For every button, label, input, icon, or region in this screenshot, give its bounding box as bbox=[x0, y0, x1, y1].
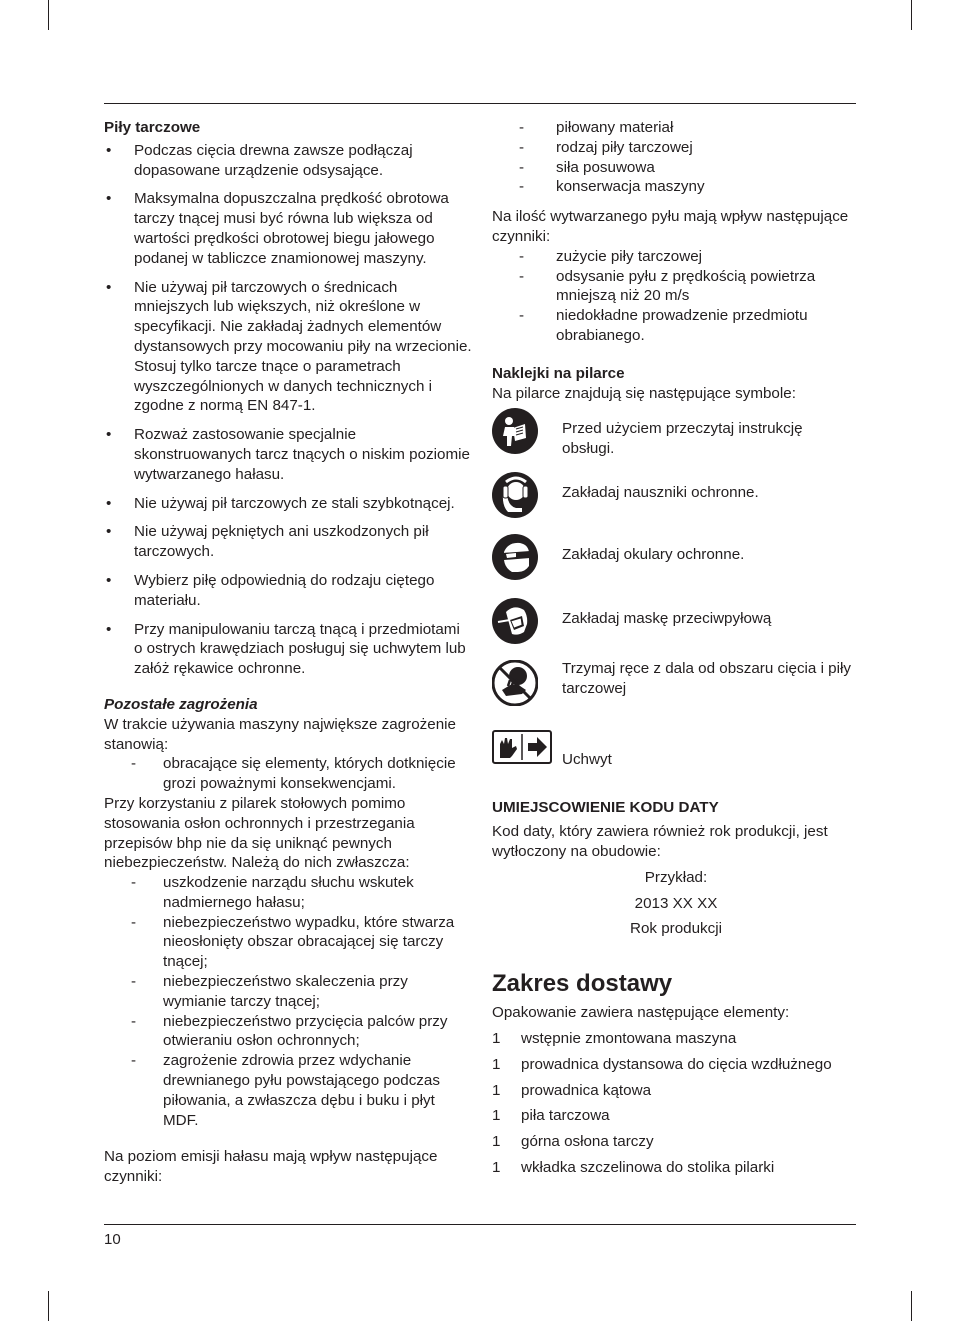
crop-mark bbox=[48, 0, 49, 30]
top-rule bbox=[104, 103, 856, 104]
page-number: 10 bbox=[104, 1231, 121, 1248]
handle-icon bbox=[492, 730, 552, 764]
paragraph: Kod daty, który zawiera również rok produkcji, jest wytłoczony na obudowie: bbox=[492, 823, 828, 860]
crop-mark bbox=[911, 1291, 912, 1321]
delivery-item: 1 wstępnie zmontowana maszyna bbox=[492, 1029, 737, 1047]
paragraph: W trakcie używania maszyny największe zagrożenie stanowią: bbox=[104, 715, 456, 753]
symbol-row bbox=[492, 598, 860, 660]
ear-protection-icon bbox=[492, 472, 538, 518]
crop-mark bbox=[911, 0, 912, 30]
section-title-date-code: UMIEJSCOWIENIE KODU DATY bbox=[492, 799, 719, 817]
paragraph: Na pilarce znajdują się następujące symbole: bbox=[492, 384, 796, 402]
symbol-text: Zakładaj nauszniki ochronne. bbox=[562, 484, 759, 502]
keep-hands-away-icon bbox=[492, 660, 538, 706]
paragraph: Opakowanie zawiera następujące elementy: bbox=[492, 1004, 790, 1022]
symbol-text: Trzymaj ręce z dala od obszaru cięcia i piły tarczowej bbox=[562, 660, 851, 698]
symbol-row bbox=[492, 408, 860, 472]
delivery-item: 1 wkładka szczelinowa do stolika pilarki bbox=[492, 1158, 775, 1176]
paragraph: Na poziom emisji hałasu mają wpływ następujące czynniki: bbox=[104, 1148, 438, 1186]
bullet-item: • Podczas cięcia drewna zawsze podłączaj dopasowane urządzenie odsysające. bbox=[104, 141, 472, 181]
bullet-item: • Przy manipulowaniu tarczą tnącą i przedmiotami o ostrych krawędziach posługuj się uchwytem lub załóż rękawice ochronne. bbox=[104, 620, 472, 679]
symbol-row bbox=[492, 534, 860, 598]
symbol-text: Zakładaj okulary ochronne. bbox=[562, 546, 745, 564]
symbol-text: Uchwyt bbox=[562, 751, 612, 769]
delivery-item: 1 prowadnica kątowa bbox=[492, 1081, 652, 1099]
dash-item: - odsysanie pyłu z prędkością powietrza mniejszą niż 20 m/s bbox=[519, 267, 816, 305]
symbol-row bbox=[492, 472, 860, 534]
dash-item: - niebezpieczeństwo wypadku, które stwarza nieosłonięty obszar obracającej się tarczy tnącej; bbox=[131, 913, 455, 971]
section-title-delivery: Zakres dostawy bbox=[492, 970, 673, 998]
example-caption: Rok produkcji bbox=[629, 920, 722, 938]
eye-protection-icon bbox=[492, 534, 538, 580]
dash-item: - obracające się elementy, których dotknięcie grozi poważnymi konsekwencjami. bbox=[131, 755, 456, 793]
right-column bbox=[492, 118, 860, 1184]
left-column bbox=[104, 118, 472, 1187]
dash-item: - piłowany materiał bbox=[519, 119, 674, 136]
bullet-item: • Rozważ zastosowanie specjalnie skonstruowanych tarcz tnących o niskim poziomie wytwarzanego hałasu. bbox=[104, 425, 472, 484]
section-title-labels: Naklejki na pilarce bbox=[492, 364, 625, 382]
dash-item: - niebezpieczeństwo skaleczenia przy wymianie tarczy tnącej; bbox=[131, 973, 408, 1010]
dash-item: - rodzaj piły tarczowej bbox=[519, 138, 693, 156]
read-manual-icon bbox=[492, 408, 538, 454]
bottom-rule bbox=[104, 1224, 856, 1225]
dash-item: - siła posuwowa bbox=[519, 158, 655, 176]
symbol-text: Zakładaj maskę przeciwpyłową bbox=[562, 610, 772, 628]
section-title-saw-blades: Piły tarczowe bbox=[104, 119, 201, 136]
delivery-item: 1 prowadnica dystansowa do cięcia wzdłużnego bbox=[492, 1055, 832, 1073]
crop-mark bbox=[48, 1291, 49, 1321]
symbol-row bbox=[492, 730, 860, 782]
dash-item: - zagrożenie zdrowia przez wdychanie drewnianego pyłu powstającego podczas piłowania, a zwłaszcza dębu i buku i płyt MDF. bbox=[131, 1052, 440, 1129]
bullet-item: • Wybierz piłę odpowiednią do rodzaju ciętego materiału. bbox=[104, 571, 472, 611]
dash-item: - niebezpieczeństwo przycięcia palców przy otwieraniu osłon ochronnych; bbox=[131, 1012, 448, 1050]
dash-item: - uszkodzenie narządu słuchu wskutek nadmiernego hałasu; bbox=[131, 874, 414, 911]
paragraph: Na ilość wytwarzanego pyłu mają wpływ następujące czynniki: bbox=[492, 208, 849, 245]
example-value: 2013 XX XX bbox=[634, 894, 718, 912]
paragraph: Przy korzystaniu z pilarek stołowych pomimo stosowania osłon ochronnych i przestrzegania przepisów bhp nie da się uniknąć pewnych niebezpieczeństw. Należą do nich zwłaszcza: bbox=[104, 794, 415, 872]
bullet-item: • Nie używaj pękniętych ani uszkodzonych pił tarczowych. bbox=[104, 522, 472, 562]
dash-item: - zużycie piły tarczowej bbox=[519, 247, 703, 265]
symbol-text: Przed użyciem przeczytaj instrukcję obsługi. bbox=[562, 420, 803, 458]
delivery-item: 1 piła tarczowa bbox=[492, 1107, 610, 1125]
dash-item: - konserwacja maszyny bbox=[519, 178, 705, 196]
section-title-residual-risks: Pozostałe zagrożenia bbox=[104, 695, 258, 713]
delivery-item: 1 górna osłona tarczy bbox=[492, 1133, 654, 1151]
bullet-item: • Nie używaj pił tarczowych ze stali szybkotnącej. bbox=[104, 494, 472, 514]
example-label: Przykład: bbox=[644, 868, 708, 886]
bullet-item: • Nie używaj pił tarczowych o średnicach mniejszych lub większych, niż określone w specyfikacji. Nie zakładaj żadnych elementów dystansowych przy mocowaniu piły na wrzecionie. Stosuj tylko tarcze tnące o parametrach wyszczególnionych w danych technicznych i zgodne z normą EN 847-1. bbox=[104, 278, 472, 417]
dash-item: - niedokładne prowadzenie przedmiotu obrabianego. bbox=[519, 307, 808, 344]
bullet-item: • Maksymalna dopuszczalna prędkość obrotowa tarczy tnącej musi być równa lub większa od wartości prędkości obrotowej biegu jałowego podanej w tabliczce znamionowej maszyny. bbox=[104, 189, 472, 268]
dust-mask-icon bbox=[492, 598, 538, 644]
symbol-row bbox=[492, 660, 860, 730]
